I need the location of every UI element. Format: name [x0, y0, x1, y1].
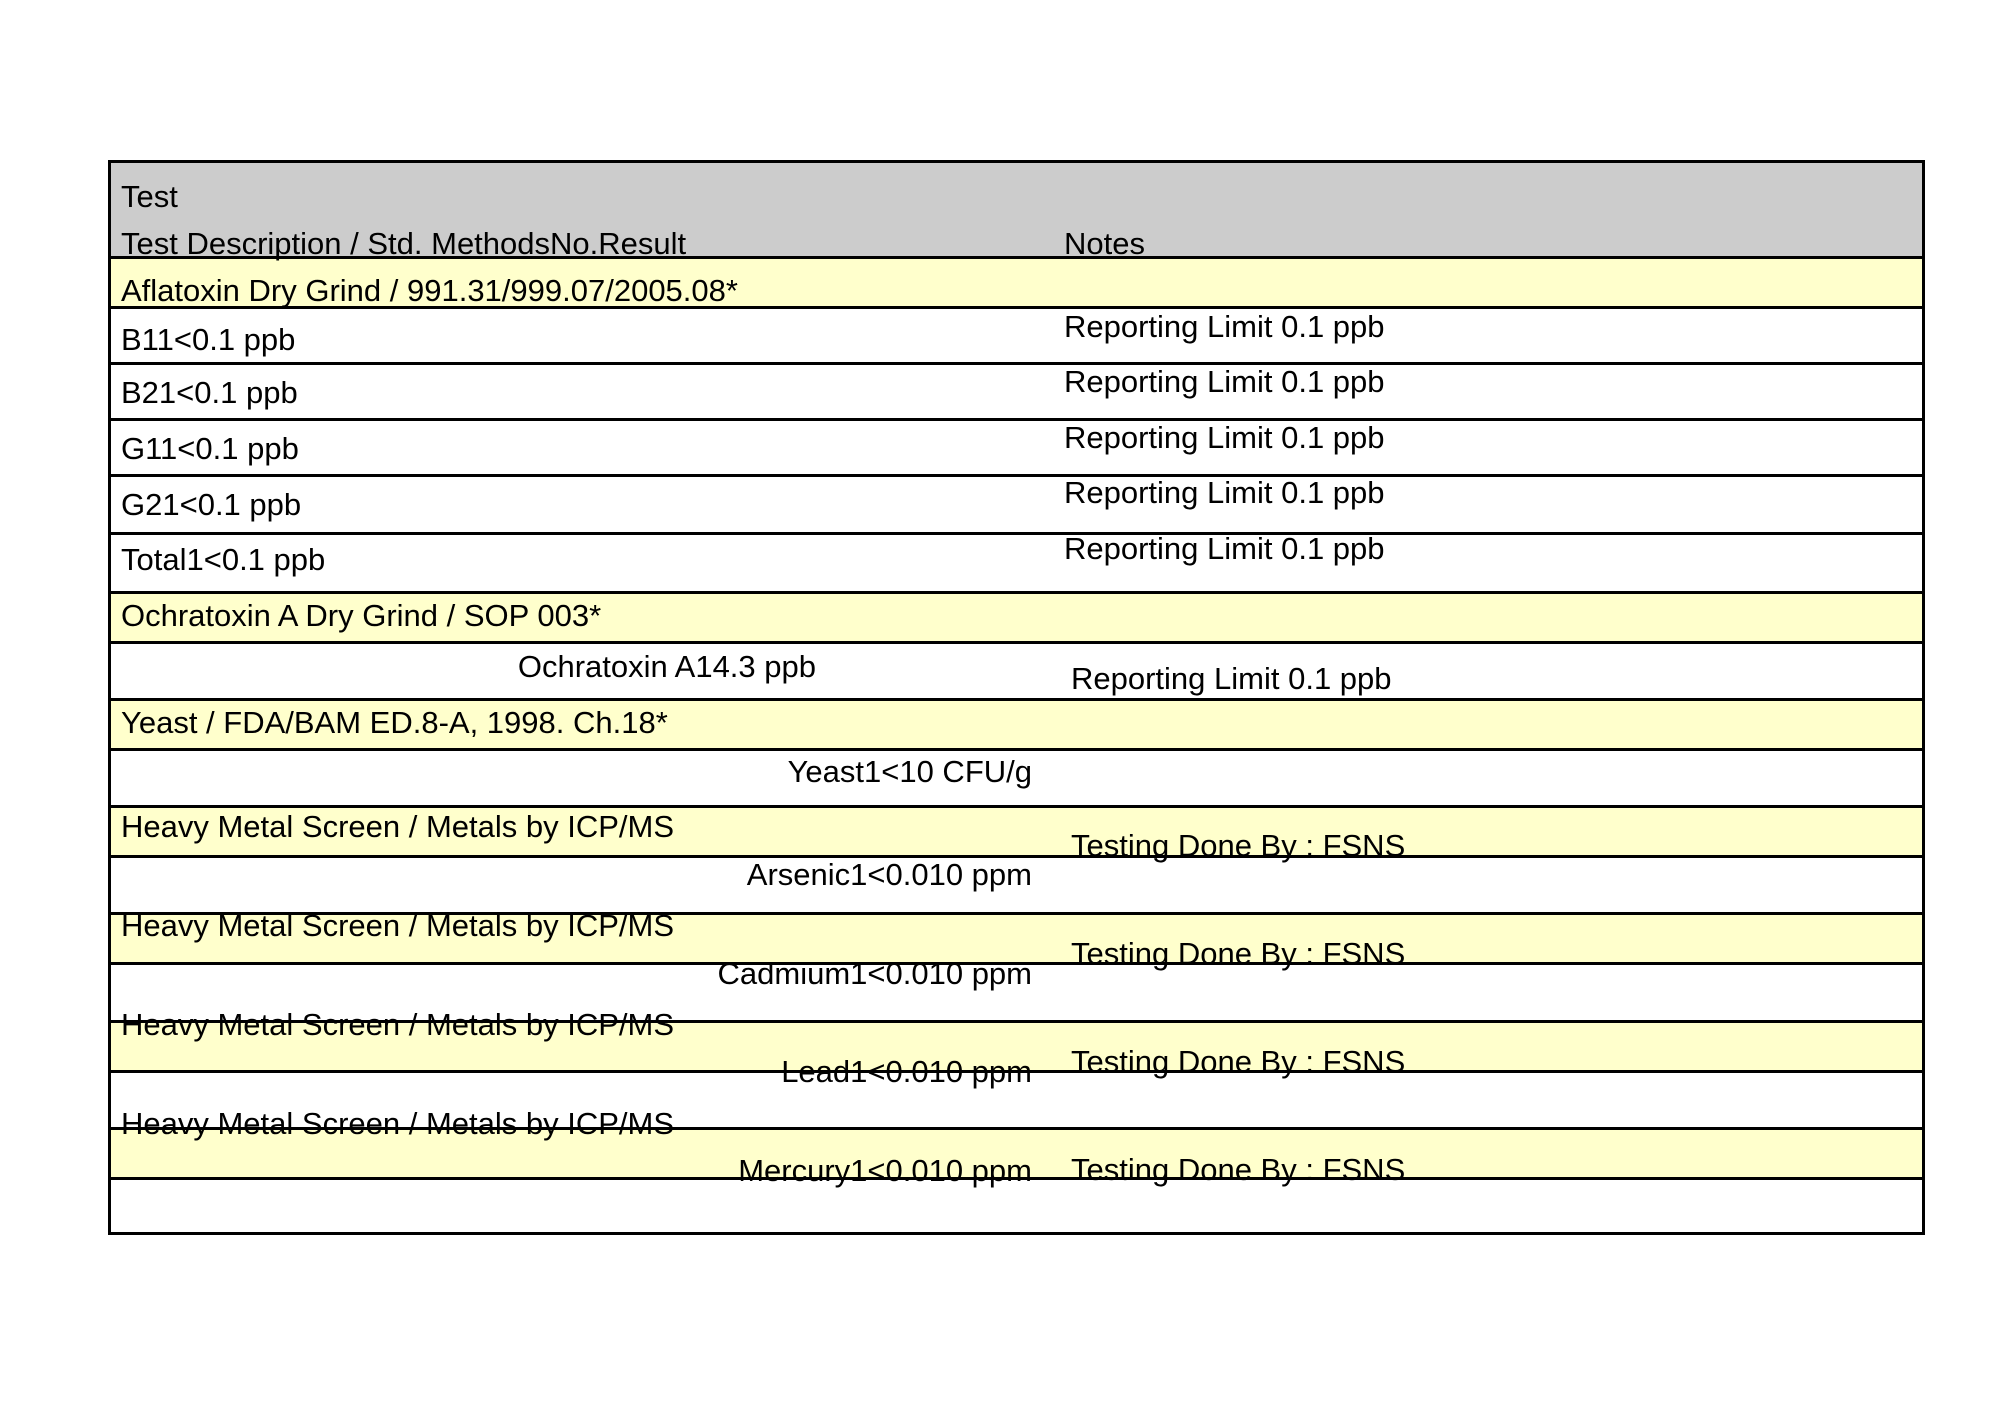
result-note: Testing Done By : FSNS — [1071, 936, 1406, 971]
result-text: Arsenic1<0.010 ppm — [746, 857, 1032, 892]
result-text: G21<0.1 ppb — [121, 487, 302, 522]
row-divider — [111, 641, 1922, 644]
result-note: Testing Done By : FSNS — [1071, 1152, 1406, 1187]
result-note: Reporting Limit 0.1 ppb — [1064, 420, 1385, 455]
result-text: G11<0.1 ppb — [121, 431, 299, 466]
result-note: Reporting Limit 0.1 ppb — [1064, 309, 1385, 344]
result-note: Reporting Limit 0.1 ppb — [1064, 364, 1385, 399]
result-note: Testing Done By : FSNS — [1071, 828, 1406, 863]
row-divider — [111, 362, 1922, 365]
row-divider — [111, 418, 1922, 421]
results-table — [108, 160, 1925, 1235]
row-divider — [111, 748, 1922, 751]
section-title: Heavy Metal Screen / Metals by ICP/MS — [121, 1106, 675, 1141]
result-note: Testing Done By : FSNS — [1071, 1044, 1406, 1079]
row-divider — [111, 532, 1922, 535]
section-title: Heavy Metal Screen / Metals by ICP/MS — [121, 1007, 675, 1042]
result-text: Total1<0.1 ppb — [121, 542, 326, 577]
section-title: Aflatoxin Dry Grind / 991.31/999.07/2005.08* — [121, 273, 738, 308]
section-title: Ochratoxin A Dry Grind / SOP 003* — [121, 598, 602, 633]
section-title: Yeast / FDA/BAM ED.8-A, 1998. Ch.18* — [121, 705, 668, 740]
result-note: Reporting Limit 0.1 ppb — [1071, 661, 1392, 696]
result-text: Yeast1<10 CFU/g — [787, 754, 1032, 789]
result-text: B21<0.1 ppb — [121, 375, 298, 410]
header-notes-label: Notes — [1064, 226, 1145, 261]
header-test-label: Test — [121, 179, 178, 214]
result-text: Mercury1<0.010 ppm — [738, 1153, 1032, 1188]
section-title: Heavy Metal Screen / Metals by ICP/MS — [121, 809, 675, 844]
row-divider — [111, 474, 1922, 477]
result-note: Reporting Limit 0.1 ppb — [1064, 531, 1385, 566]
result-text: Ochratoxin A14.3 ppb — [517, 649, 816, 684]
row-divider — [111, 698, 1922, 701]
result-text: B11<0.1 ppb — [121, 322, 296, 357]
section-title: Heavy Metal Screen / Metals by ICP/MS — [121, 908, 675, 943]
row-divider — [111, 591, 1922, 594]
result-text: Cadmium1<0.010 ppm — [717, 956, 1032, 991]
row-divider — [111, 805, 1922, 808]
result-note: Reporting Limit 0.1 ppb — [1064, 475, 1385, 510]
header-columns-label: Test Description / Std. MethodsNo.Result — [121, 226, 687, 261]
result-text: Lead1<0.010 ppm — [781, 1054, 1032, 1089]
